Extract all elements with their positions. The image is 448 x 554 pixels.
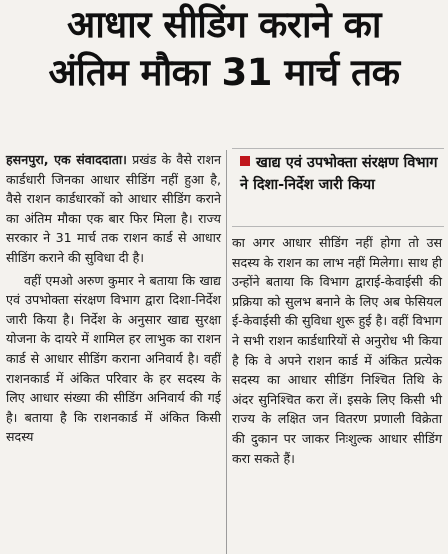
subhead-bottom-rule (232, 226, 444, 227)
subhead-marker (240, 156, 250, 166)
dateline: हसनपुरा, एक संवाददाता। (6, 152, 127, 167)
article-paragraph-1 (6, 150, 221, 268)
paragraph-text: प्रखंड के वैसे राशन कार्डधारी जिनका आधार सीडिंग नहीं हुआ है, वैसे राशन कार्डधारकों को आधार सीडिंग कराने का अंतिम मौका एक बार फिर मिला है। राज्य सरकार ने 31 मार्च तक राशन कार्ड से आधार सीडिंग कराने की सुविधा दी है। (6, 152, 221, 265)
subhead-text: खाद्य एवं उपभोक्ता संरक्षण विभाग ने दिशा-निर्देश जारी किया (240, 155, 438, 193)
article-paragraph-2: वहीं एमओ अरुण कुमार ने बताया कि खाद्य एवं उपभोक्ता संरक्षण विभाग द्वारा दिशा-निर्देश जारी किया है। निर्देश के अनुसार खाद्य सुरक्षा योजना के दायरे में शामिल हर लाभुक का राशन कार्ड से आधार सीडिंग कराना अनिवार्य है। वहीं राशनकार्ड में अंकित परिवार के हर सदस्य के लिए आधार संख्या की सीडिंग अनिवार्य की गई है। बताया है कि राशनकार्ड में अंकित किसी सदस्य (6, 272, 221, 445)
article-left-column (6, 150, 221, 447)
column-divider (226, 150, 227, 554)
headline-line-2: अंतिम मौका 31 मार्च तक (48, 51, 400, 94)
headline (4, 2, 444, 98)
headline-line-1: आधार सीडिंग कराने का (67, 3, 381, 46)
article-paragraph-3: का अगर आधार सीडिंग नहीं होगा तो उस सदस्य के राशन का लाभ नहीं मिलेगा। साथ ही उन्होंने बताया कि विभाग द्वाराई-केवाईसी की प्रक्रिया को सुलभ बनाने के लिए अब फेसियल ई-केवाईसी की सुविधा शुरू हुई है। वहीं विभाग ने सभी राशन कार्डधारियों से अनुरोध भी किया है कि वे अपने राशन कार्ड में अंकित प्रत्येक सदस्य का आधार सीडिंग निश्चित तिथि के अंदर सुनिश्चित करा लें। इसके लिए किसी भी राज्य के लक्षित जन वितरण प्रणाली विक्रेता की दुकान पर जाकर निःशुल्क आधार सीडिंग करा सकते हैं। (232, 235, 442, 466)
article-right-column (232, 233, 442, 468)
subhead-box (232, 148, 444, 200)
